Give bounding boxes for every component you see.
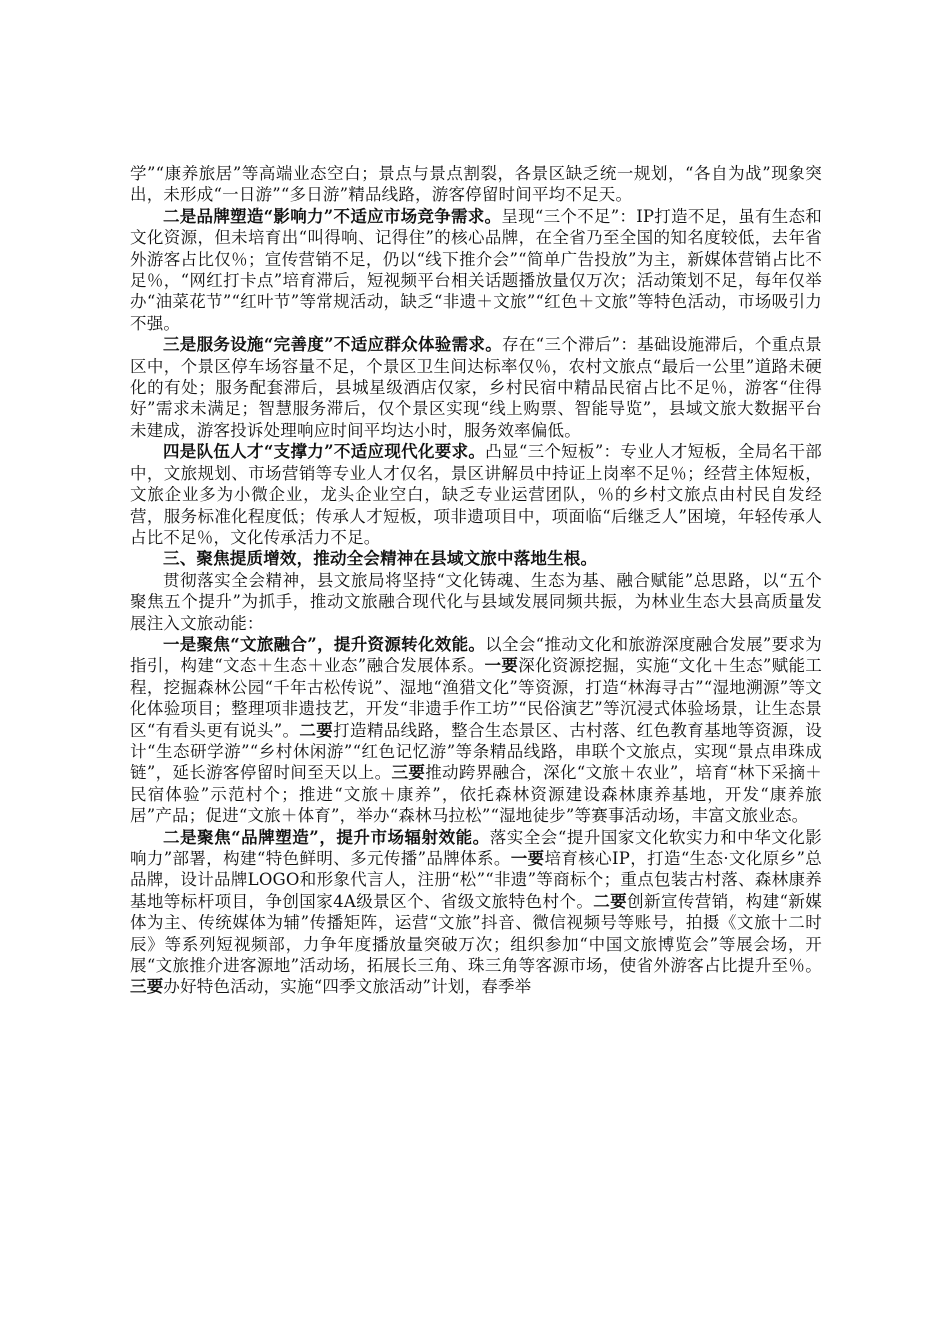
bold-text: 一是聚焦“文旅融合”，提升资源转化效能。	[163, 634, 486, 654]
bold-text: 二要	[593, 891, 628, 911]
paragraph-p2-brand	[130, 206, 822, 334]
bold-text: 二要	[299, 720, 334, 740]
paragraph-p6-intro	[130, 570, 822, 634]
body-text: 落实全会“提升国家文化软实力和中华文化影响力”部署，构建“特色鲜明、多元传播”品牌体系。	[130, 827, 823, 868]
body-text: 办好特色活动，实施“四季文旅活动”计划，春季举	[163, 977, 532, 997]
paragraph-p8-brand-focus	[130, 827, 822, 998]
bold-text: 一要	[484, 656, 519, 676]
body-text: 推动跨界融合，深化“文旅＋农业”，培育“林下采摘＋民宿体验”示范村个；推进“文旅＋康养”，依托森林资源建设森林康养基地，开发“康养旅居”产品；促进“文旅＋体育”，举办“森林马拉松”“湿地徒步”等赛事活动场，丰富文旅业态。	[130, 763, 823, 826]
bold-text: 一要	[510, 849, 545, 868]
body-text: 贯彻落实全会精神，县文旅局将坚持“文化铸魂、生态为基、融合赋能”总思路，以“五个聚焦五个提升”为抓手，推动文旅融合现代化与县域发展同频共振，为林业生态大县高质量发展注入文旅动能：	[130, 570, 822, 633]
bold-text: 三是服务设施“完善度”不适应群众体验需求。	[163, 335, 503, 355]
document-body	[130, 163, 822, 998]
bold-text: 二是品牌塑造“影响力”不适应市场竞争需求。	[163, 206, 502, 226]
bold-text: 二是聚焦“品牌塑造”，提升市场辐射效能。	[163, 827, 490, 847]
paragraph-p7-integration	[130, 634, 822, 827]
paragraph-p1-continued	[130, 163, 822, 206]
bold-text: 三要	[130, 977, 164, 997]
body-text: 创新宣传营销，构建“新媒体为主、传统媒体为辅”传播矩阵，运营“文旅”抖音、微信视频号等账号，拍摄《文旅十二时辰》等系列短视频部，力争年度播放量突破万次；组织参加“中国文旅博览会”等展会场，开展“文旅推介进客源地”活动场，拓展长三角、珠三角等客源市场，使省外游客占比提升至％。	[130, 891, 822, 976]
bold-text: 四是队伍人才“支撑力”不适应现代化要求。	[163, 442, 486, 462]
body-text: 学”“康养旅居”等高端业态空白；景点与景点割裂，各景区缺乏统一规划，“各自为战”现象突出，未形成“一日游”“多日游”精品线路，游客停留时间平均不足天。	[130, 164, 822, 205]
body-text: 培育核心IP，打造“生态·文化原乡”总品牌，设计品牌LOGO和形象代言人，注册“松”“非遗”等商标个；重点包装古村落、森林康养基地等标杆项目，争创国家4A级景区个、省级文旅特色村个。	[130, 849, 822, 911]
paragraph-p5-heading	[130, 548, 822, 569]
body-text: 呈现“三个不足”：IP打造不足，虽有生态和文化资源，但未培育出“叫得响、记得住”的核心品牌，在全省乃至全国的知名度较低，去年省外游客占比仅％；宣传营销不足，仍以“线下推介会”“简单广告投放”为主，新媒体营销占比不足％，“网红打卡点”培育滞后，短视频平台相关话题播放量仅万次；活动策划不足，每年仅举办“油菜花节”“红叶节”等常规活动，缺乏“非遗＋文旅”“红色＋文旅”等特色活动，市场吸引力不强。	[130, 206, 822, 333]
body-text: 存在“三个滞后”：基础设施滞后，个重点景区中，个景区停车场容量不足，个景区卫生间达标率仅％，农村文旅点“最后一公里”道路未硬化的有处；服务配套滞后，县城星级酒店仅家，乡村民宿中精品民宿占比不足％，游客“住得好”需求未满足；智慧服务滞后，仅个景区实现“线上购票、智能导览”，县域文旅大数据平台未建成，游客投诉处理响应时间平均达小时，服务效率偏低。	[130, 335, 822, 440]
paragraph-p3-service	[130, 334, 822, 441]
body-text: 凸显“三个短板”：专业人才短板，全局名干部中，文旅规划、市场营销等专业人才仅名，景区讲解员中持证上岗率不足％；经营主体短板，文旅企业多为小微企业，龙头企业空白，缺乏专业运营团队，％的乡村文旅点由村民自发经营，服务标准化程度低；传承人才短板，项非遗项目中，项面临“后继乏人”困境，年轻传承人占比不足％，文化传承活力不足。	[130, 442, 822, 547]
body-text: 深化资源挖掘，实施“文化＋生态”赋能工程，挖掘森林公园“千年古松传说”、湿地“渔猎文化”等资源，打造“林海寻古”“湿地溯源”等文化体验项目；整理项非遗技艺，开发“非遗手作工坊”“民俗演艺”等沉浸式体验场景，让生态景区“有看头更有说头”。	[130, 656, 823, 740]
body-text: 打造精品线路，整合生态景区、古村落、红色教育基地等资源，设计“生态研学游”“乡村休闲游”“红色记忆游”等条精品线路，串联个文旅点，实现“景点串珠成链”，延长游客停留时间至天以上。	[130, 720, 822, 783]
bold-text: 三、聚焦提质增效，推动全会精神在县域文旅中落地生根。	[163, 549, 598, 569]
paragraph-p4-talent	[130, 441, 822, 548]
body-text: 以全会“推动文化和旅游深度融合发展”要求为指引，构建“文态＋生态＋业态”融合发展体系。	[130, 634, 822, 676]
bold-text: 三要	[391, 763, 426, 783]
